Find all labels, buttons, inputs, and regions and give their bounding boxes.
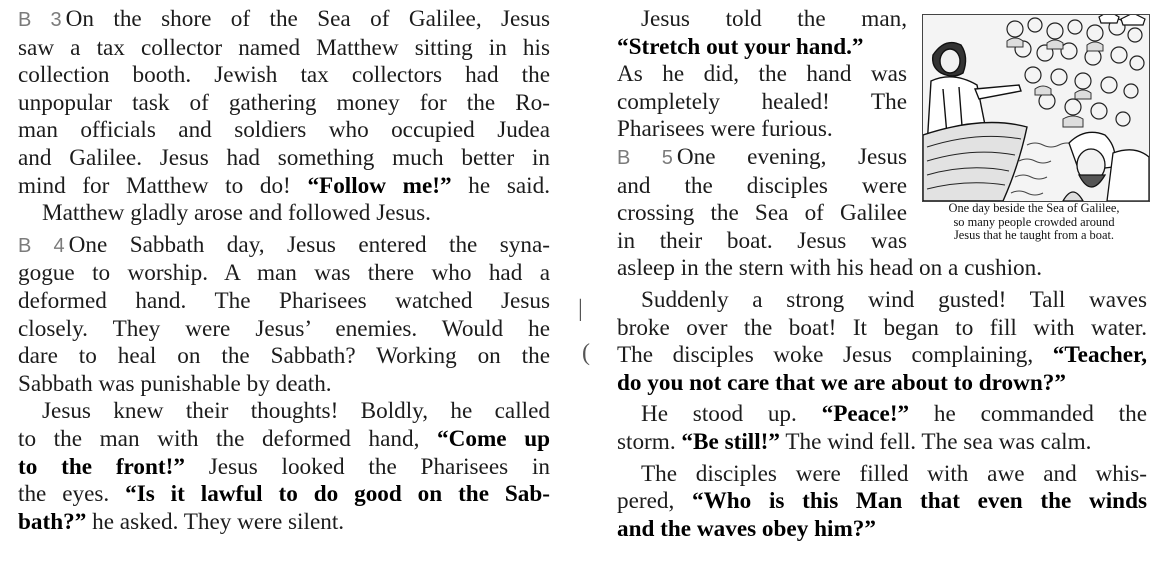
- text-line: Sabbath was punishable by death.: [18, 370, 332, 397]
- boat-crowd-illustration: [923, 15, 1149, 201]
- text-line: On the shore of the Sea of Galilee, Jesus: [65, 6, 550, 32]
- text-line: to the man with the deformed hand, “Come up: [18, 425, 550, 452]
- text-line: to the front!” Jesus looked the Pharisees in: [18, 453, 550, 480]
- illustration: [922, 14, 1150, 202]
- text-line: Matthew gladly arose and followed Jesus.: [42, 200, 431, 227]
- text-line: As he did, the hand was: [617, 61, 907, 88]
- quote-teacher: “Teacher,: [1052, 342, 1147, 369]
- quote-come-up: “Come up: [437, 425, 550, 452]
- text-line: He stood up. “Peace!” he commanded the: [641, 401, 1147, 428]
- text-line: bath?” he asked. They were silent.: [18, 508, 345, 535]
- text-line: in their boat. Jesus was: [617, 227, 907, 254]
- quote-is-it-lawful: “Is it lawful to do good on the Sab-: [125, 481, 550, 508]
- quote-to-the-front: to the front!”: [18, 453, 185, 480]
- section-label-b5: B 5: [617, 146, 673, 169]
- text-line: Jesus told the man,: [641, 6, 907, 32]
- text-line: One Sabbath day, Jesus entered the syna-: [68, 231, 550, 258]
- quote-who-is-this-man: “Who is this Man that even the winds: [692, 488, 1147, 515]
- text-line: unpopular task of gathering money for the Ro-: [18, 89, 550, 116]
- text-line: The disciples were filled with awe and whis-: [641, 460, 1147, 487]
- text-line: Pharisees were furious.: [617, 116, 833, 143]
- text-line: storm. “Be still!” The wind fell. The sea was calm.: [617, 428, 1092, 455]
- text-line: The disciples woke Jesus complaining, “Teacher,: [617, 342, 1147, 369]
- text-line: completely healed! The: [617, 88, 907, 115]
- text-line: mind for Matthew to do! “Follow me!” he said.: [18, 172, 550, 199]
- text-line: gogue to worship. A man was there who had a: [18, 260, 550, 287]
- text-line: [617, 34, 907, 62]
- text-line: pered, “Who is this Man that even the winds: [617, 488, 1147, 515]
- text-line: and the disciples were: [617, 172, 907, 199]
- text-line: crossing the Sea of Galilee: [617, 200, 907, 227]
- text-line: dare to heal on the Sabbath? Working on the: [18, 343, 550, 370]
- quote-waves-obey: and the waves obey him?”: [617, 515, 876, 542]
- section-b4: [18, 232, 550, 537]
- text-line: Suddenly a strong wind gusted! Tall waves: [641, 286, 1147, 313]
- caption-line: Jesus that he taught from a boat.: [953, 228, 1114, 243]
- quote-be-still: “Be still!”: [681, 428, 780, 455]
- margin-mark: |: [578, 296, 583, 322]
- text-line: saw a tax collector named Matthew sitting in his: [18, 34, 550, 61]
- caption-line: One day beside the Sea of Galilee,: [948, 201, 1120, 215]
- text-line: asleep in the stern with his head on a cushion.: [617, 255, 1043, 282]
- illustration-caption: [916, 202, 1152, 243]
- text-line: man officials and soldiers who occupied Judea: [18, 117, 550, 144]
- quote-follow-me: “Follow me!”: [307, 172, 452, 199]
- left-column: [18, 6, 550, 536]
- text-line: collection booth. Jewish tax collectors had the: [18, 62, 550, 89]
- quote-stretch-out: “Stretch out your hand.”: [617, 33, 864, 60]
- section-label-b3: B 3: [18, 9, 62, 31]
- text-line: broke over the boat! It began to fill with water.: [617, 314, 1147, 341]
- section-b3: [18, 6, 550, 228]
- text-line: the eyes. “Is it lawful to do good on the Sab-: [18, 481, 550, 508]
- section-label-b4: B 4: [18, 234, 65, 257]
- margin-mark: (: [582, 340, 590, 366]
- text-line: deformed hand. The Pharisees watched Jesus: [18, 287, 550, 314]
- quote-peace: “Peace!”: [821, 401, 910, 428]
- text-line: One evening, Jesus: [676, 143, 907, 170]
- text-line: [617, 516, 1147, 544]
- text-line: Jesus knew their thoughts! Boldly, he called: [42, 398, 550, 425]
- text-line: [617, 370, 1147, 398]
- text-line: closely. They were Jesus’ enemies. Would he: [18, 315, 550, 342]
- caption-line: so many people crowded around: [953, 214, 1115, 229]
- quote-bath: bath?”: [18, 508, 87, 535]
- quote-do-you-not-care: do you not care that we are about to drown?”: [617, 369, 1066, 396]
- text-line: and Galilee. Jesus had something much better in: [18, 144, 550, 171]
